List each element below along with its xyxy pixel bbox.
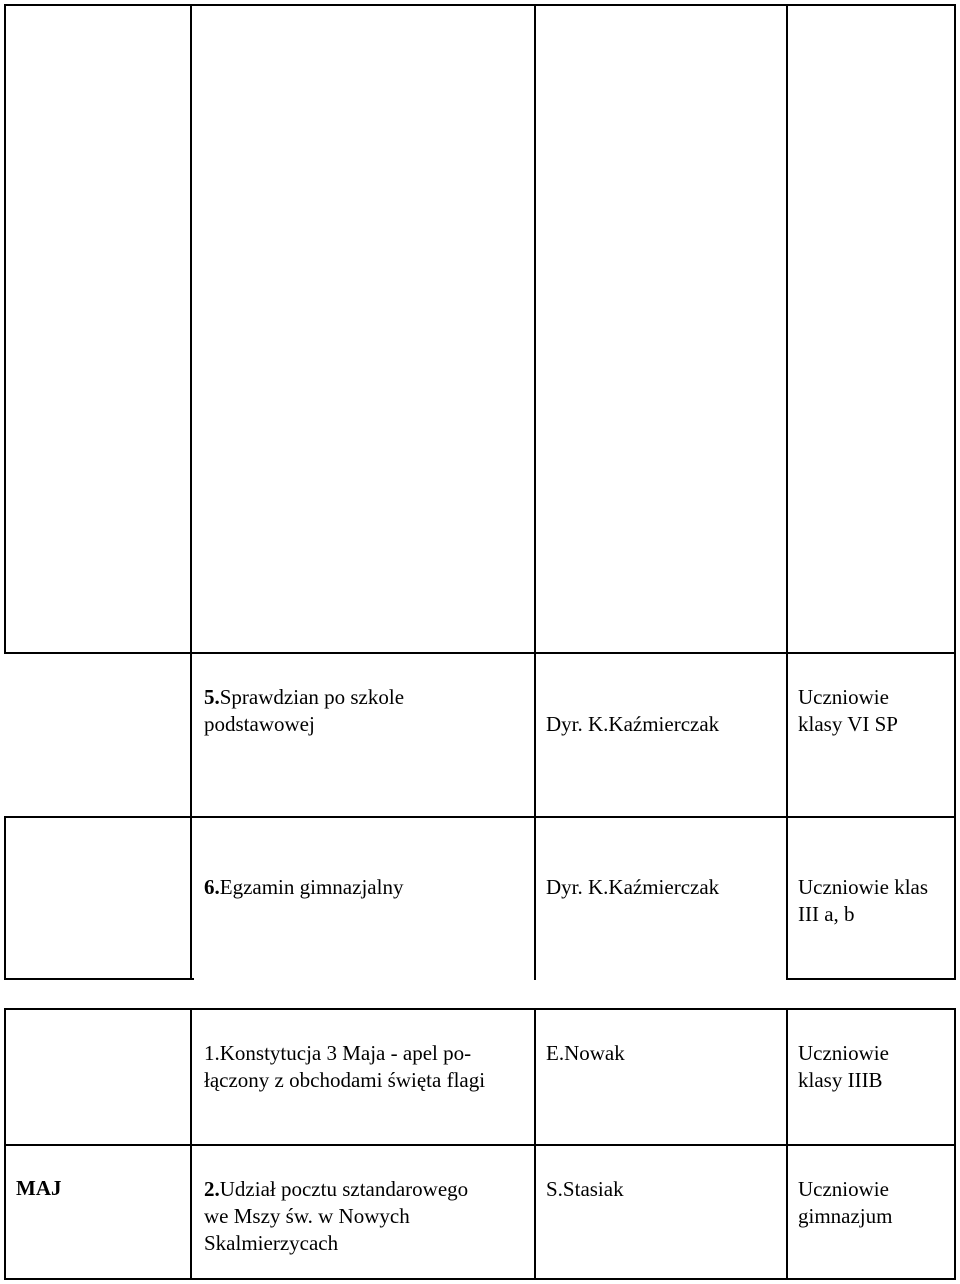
- event-text: łączony z obchodami święta flagi: [204, 1068, 486, 1092]
- responsible-text: S.Stasiak: [546, 1177, 624, 1201]
- event-text: podstawowej: [204, 712, 315, 736]
- column-divider: [786, 1008, 788, 1280]
- row-divider: [4, 1144, 956, 1146]
- column-divider: [786, 4, 788, 980]
- participants-text: Uczniowie klas: [798, 875, 929, 899]
- table-border-bottom: [4, 978, 194, 980]
- table-border-bottom: [786, 978, 956, 980]
- participants-cell: [798, 1176, 892, 1230]
- event-cell: [204, 684, 404, 738]
- event-cell: [204, 1040, 485, 1094]
- participants-text: Uczniowie: [798, 1177, 889, 1201]
- row-divider: [4, 652, 956, 654]
- event-text: Skalmierzycach: [204, 1231, 339, 1255]
- participants-text: klasy VI SP: [798, 712, 898, 736]
- participants-text: gimnazjum: [798, 1204, 893, 1228]
- participants-text: Uczniowie: [798, 685, 889, 709]
- event-cell: [204, 874, 403, 901]
- responsible-text: Dyr. K.Kaźmierczak: [546, 875, 720, 899]
- event-text: Konstytucja 3 Maja - apel po-: [219, 1041, 472, 1065]
- column-divider: [4, 4, 6, 654]
- responsible-cell: [546, 711, 719, 738]
- participants-text: Uczniowie: [798, 1041, 889, 1065]
- table-border-top: [4, 4, 956, 6]
- table-border-top: [4, 1008, 956, 1010]
- column-divider: [190, 1008, 192, 1280]
- event-number: 6.: [204, 875, 220, 899]
- event-text: Egzamin gimnazjalny: [219, 875, 404, 899]
- event-text: we Mszy św. w Nowych: [204, 1204, 410, 1228]
- month-label: MAJ: [16, 1176, 62, 1200]
- column-divider: [954, 4, 956, 980]
- column-divider: [190, 4, 192, 980]
- event-number: 5.: [204, 685, 220, 709]
- column-divider: [4, 816, 6, 980]
- event-cell: [204, 1176, 468, 1257]
- event-text: Udział pocztu sztandarowego: [219, 1177, 469, 1201]
- column-divider: [954, 1008, 956, 1280]
- event-number: 2.: [204, 1177, 220, 1201]
- responsible-cell: [546, 1040, 625, 1067]
- participants-text: klasy IIIB: [798, 1068, 883, 1092]
- event-number: 1.: [204, 1041, 220, 1065]
- event-text: Sprawdzian po szkole: [219, 685, 405, 709]
- responsible-text: E.Nowak: [546, 1041, 625, 1065]
- row-divider: [4, 816, 956, 818]
- column-divider: [4, 1008, 6, 1280]
- participants-cell: [798, 1040, 889, 1094]
- column-divider: [534, 4, 536, 980]
- responsible-text: Dyr. K.Kaźmierczak: [546, 712, 720, 736]
- responsible-cell: [546, 874, 719, 901]
- column-divider: [534, 1008, 536, 1280]
- table-border-bottom: [4, 1278, 956, 1280]
- participants-cell: [798, 684, 898, 738]
- participants-text: III a, b: [798, 902, 855, 926]
- responsible-cell: [546, 1176, 624, 1203]
- participants-cell: [798, 874, 928, 928]
